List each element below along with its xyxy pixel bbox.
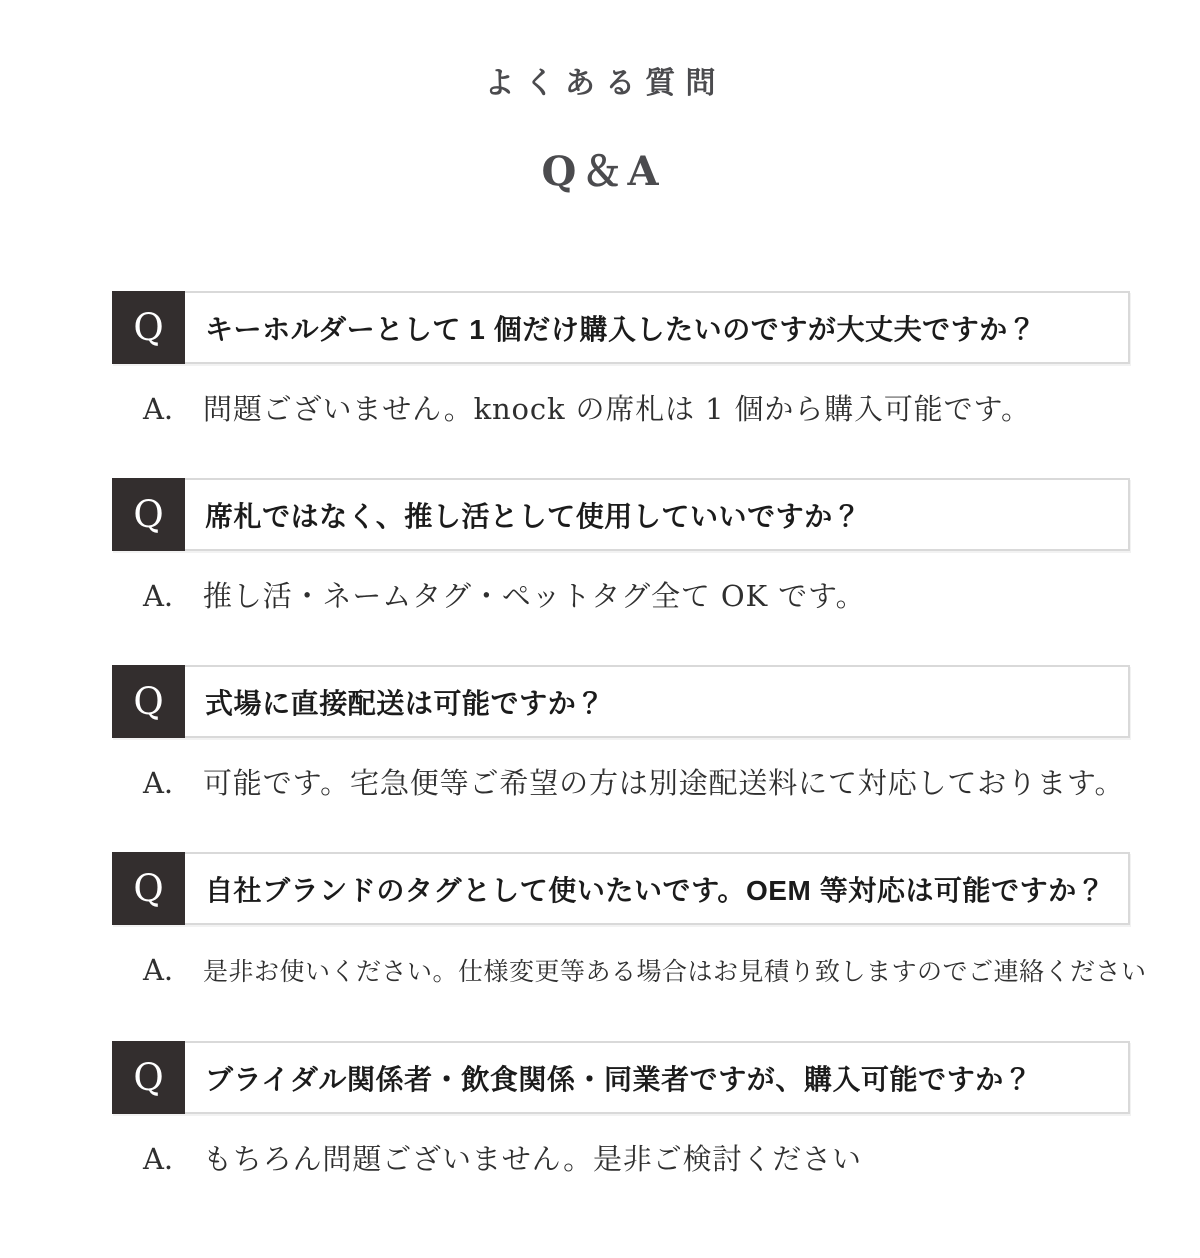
question-text: キーホルダーとして 1 個だけ購入したいのですが大丈夫ですか？ (205, 313, 1037, 345)
faq-item (112, 1041, 1130, 1177)
question-badge (112, 291, 185, 364)
faq-page (0, 58, 1200, 1258)
question-bar (112, 1041, 1130, 1114)
question-badge-label: Q (133, 306, 164, 349)
answer-text: 問題ございません。knock の席札は 1 個から購入可能です。 (203, 392, 1031, 426)
answer-row (112, 578, 1130, 614)
question-bar (112, 478, 1130, 551)
faq-list (112, 291, 1147, 1228)
answer-text: 是非お使いください。仕様変更等ある場合はお見積り致しますのでご連絡ください (203, 957, 1147, 986)
answer-text: 推し活・ネームタグ・ペットタグ全て OK です。 (203, 579, 866, 613)
question-badge (112, 852, 185, 925)
question-text: ブライダル関係者・飲食関係・同業者ですが、購入可能ですか？ (205, 1063, 1033, 1095)
answer-row (112, 391, 1130, 427)
faq-item (112, 291, 1130, 427)
question-badge-label: Q (133, 493, 164, 536)
question-badge (112, 665, 185, 738)
answer-label: A． (143, 766, 193, 800)
question-bar (112, 291, 1130, 364)
page-subtitle: Q＆A (541, 148, 665, 195)
answer-row (112, 952, 1147, 990)
question-bar (112, 665, 1130, 738)
faq-item (112, 665, 1130, 801)
question-text: 式場に直接配送は可能ですか？ (205, 687, 605, 719)
question-badge-label: Q (133, 867, 164, 910)
question-badge (112, 478, 185, 551)
question-badge-label: Q (133, 680, 164, 723)
question-text: 自社ブランドのタグとして使いたいです。OEM 等対応は可能ですか？ (205, 874, 1106, 906)
answer-label: A． (143, 392, 193, 426)
question-bar (112, 852, 1130, 925)
answer-row (112, 765, 1130, 801)
answer-label: A． (143, 1142, 193, 1176)
answer-text: 可能です。宅急便等ご希望の方は別途配送料にて対応しております。 (203, 766, 1125, 800)
question-text: 席札ではなく、推し活として使用していいですか？ (205, 500, 862, 532)
question-badge-label: Q (133, 1056, 164, 1099)
question-badge (112, 1041, 185, 1114)
page-title: よくある質問 (484, 67, 726, 100)
faq-item (112, 478, 1130, 614)
answer-label: A． (143, 579, 193, 613)
answer-text: もちろん問題ございません。是非ご検討ください (203, 1142, 862, 1176)
faq-item (112, 852, 1147, 990)
answer-label: A． (143, 953, 193, 987)
answer-row (112, 1141, 1130, 1177)
